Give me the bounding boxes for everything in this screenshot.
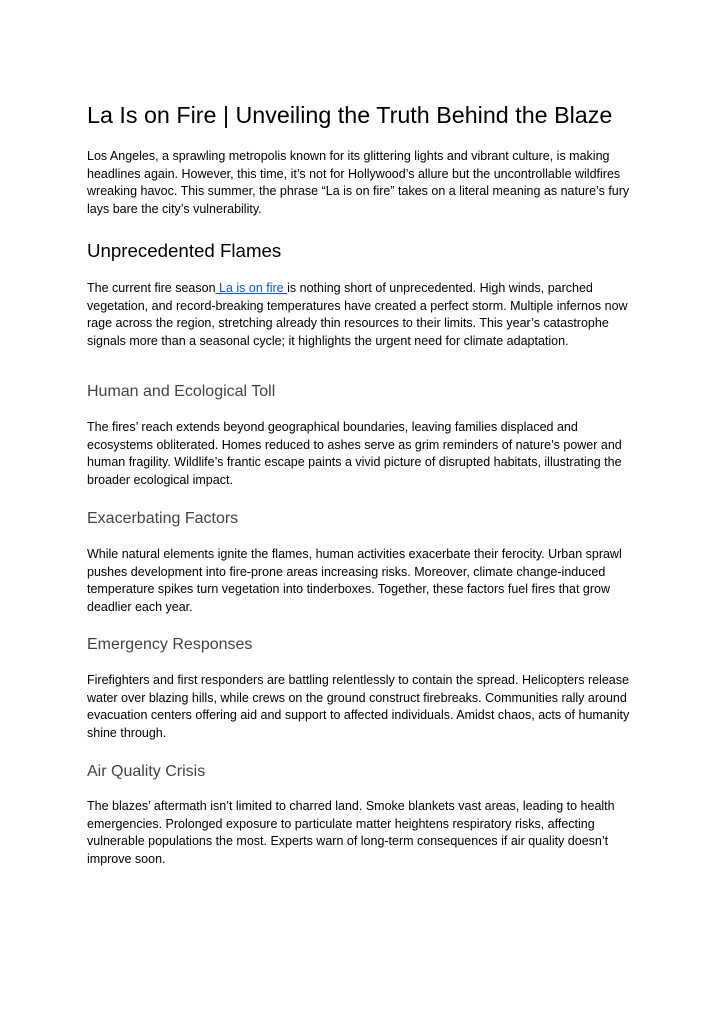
section-toll-body (87, 419, 635, 489)
la-is-on-fire-link[interactable]: La is on fire (215, 281, 288, 295)
section-heading-air: Air Quality Crisis (87, 763, 206, 780)
section-responses-body (87, 672, 635, 742)
section-emergency-responses (87, 635, 635, 655)
section-heading-flames: Unprecedented Flames (87, 240, 282, 261)
intro-paragraph: Los Angeles, a sprawling metropolis known for its glittering lights and vibrant culture, is making headlines again. However, this time, it’s not for Hollywood’s allure but the uncontrollable wildfires wreaking havoc. This summer, the phrase “La is on fire” takes on a literal meaning as nature’s fury lays bare the city’s vulnerability. (87, 149, 630, 216)
section-air-body (87, 798, 635, 868)
toll-paragraph: The fires’ reach extends beyond geographical boundaries, leaving families displaced and ecosystems obliterated. Homes reduced to ashes serve as grim reminders of nature’s power and human fragility. Wildlife’s frantic escape paints a vivid picture of disrupted habitats, illustrating the broader ecological impact. (87, 420, 622, 487)
flames-paragraph (87, 280, 635, 350)
section-heading-factors: Exacerbating Factors (87, 510, 239, 527)
air-paragraph: The blazes’ aftermath isn’t limited to charred land. Smoke blankets vast areas, leading to health emergencies. Prolonged exposure to particulate matter heightens respiratory risks, affecting vulnerable populations the most. Experts warn of long-term consequences if air quality doesn’t improve soon. (87, 799, 615, 866)
flames-text-after: is nothing short of unprecedented. High winds, parched vegetation, and record-breaking temperatures have created a perfect storm. Multiple infernos now rage across the region, stretching already thin resources to their limits. This year’s catastrophe signals more than a seasonal cycle; it highlights the urgent need for climate adaptation. (87, 281, 628, 348)
section-factors-body (87, 546, 635, 616)
section-heading-responses: Emergency Responses (87, 636, 253, 653)
responses-paragraph: Firefighters and first responders are battling relentlessly to contain the spread. Helicopters release water over blazing hills, while crews on the ground construct firebreaks. Communities rally around evacuation centers offering aid and support to affected individuals. Amidst chaos, acts of humanity shine through. (87, 673, 630, 740)
page-title: La Is on Fire | Unveiling the Truth Behind the Blaze (87, 102, 613, 128)
section-human-ecological-toll (87, 382, 635, 402)
section-exacerbating-factors (87, 509, 635, 529)
factors-paragraph: While natural elements ignite the flames, human activities exacerbate their ferocity. Urban sprawl pushes development into fire-prone areas increasing risks. Moreover, climate change-induced temperature spikes turn vegetation into tinderboxes. Together, these factors fuel fires that grow deadlier each year. (87, 547, 622, 614)
section-heading-toll: Human and Ecological Toll (87, 383, 276, 400)
section-air-quality-crisis (87, 762, 635, 782)
intro-paragraph-block (87, 148, 635, 218)
flames-text-before: The current fire season (87, 281, 216, 295)
section-unprecedented-flames (87, 239, 635, 263)
section-flames-body (87, 280, 635, 350)
